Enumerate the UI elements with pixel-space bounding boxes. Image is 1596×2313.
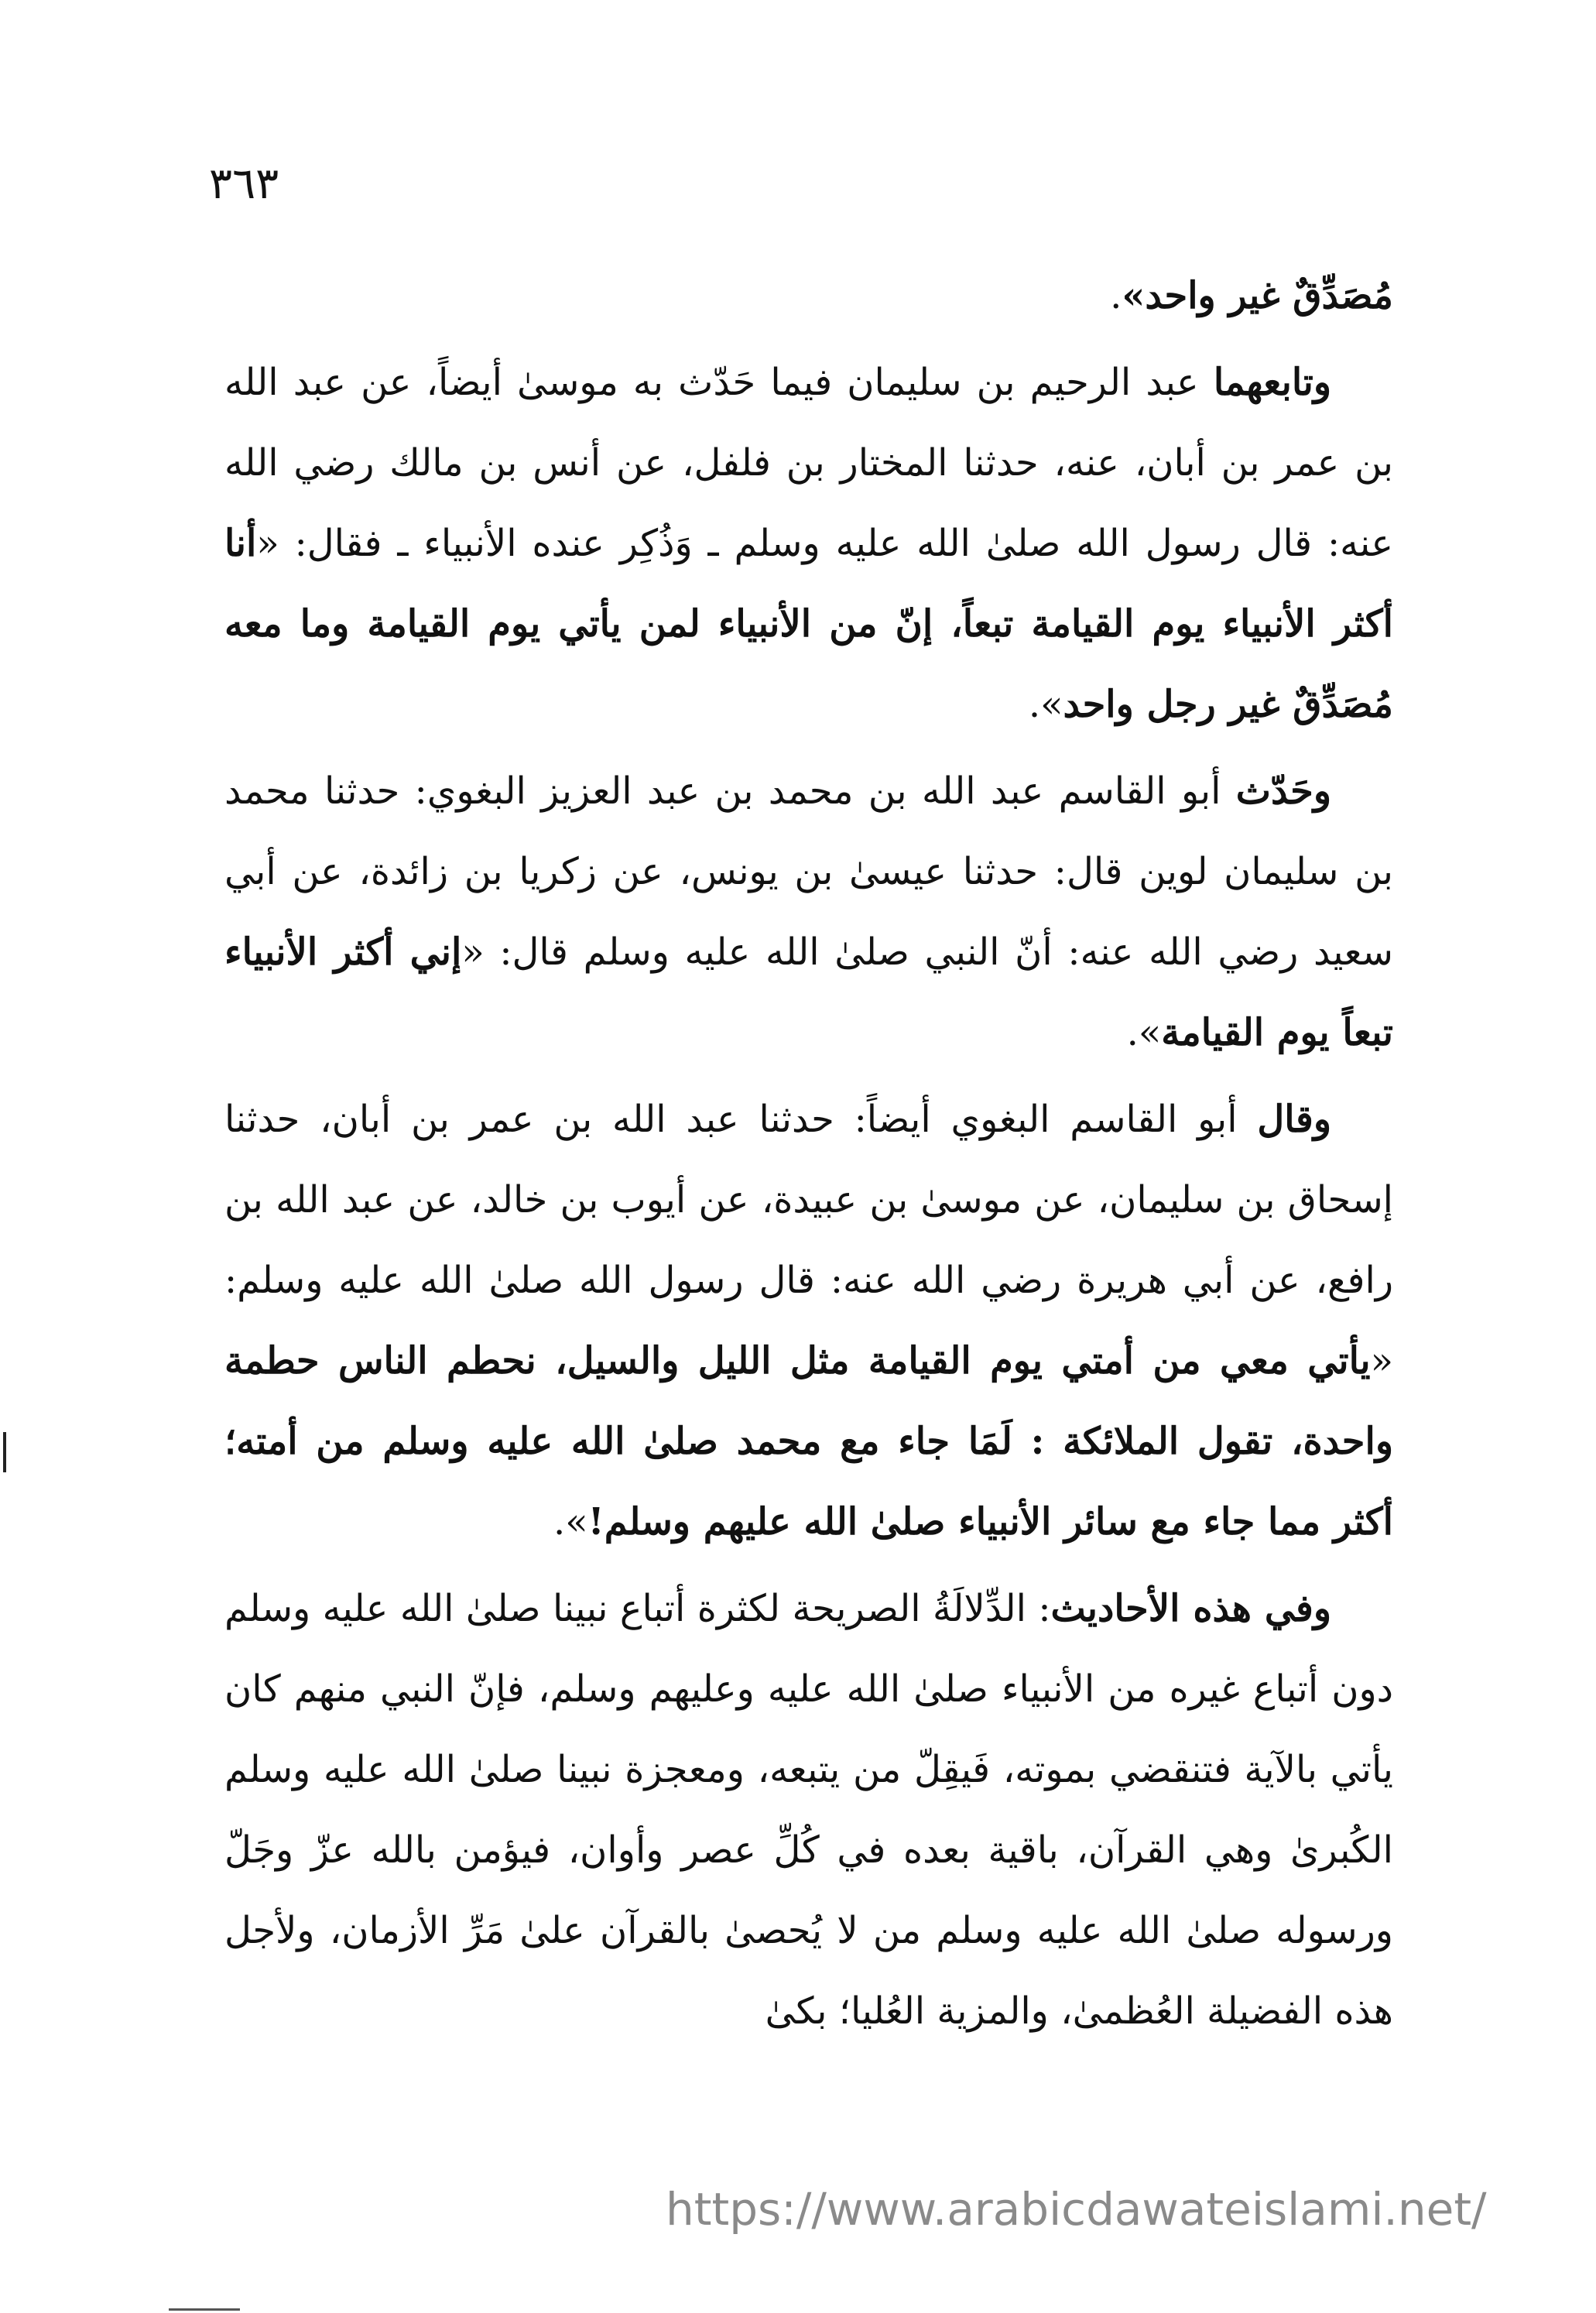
text-run: عبد الرحيم بن سليمان فيما حَدّث به موسىٰ أيضاً، عن عبد الله بن عمر بن أبان، عنه، حدثنا المختار بن فلفل، عن أنس بن مالك رضي الله عنه: قال رسول الله صلىٰ الله عليه وسلم ـ وَذُكِر عنده الأنبياء ـ فقال: « (224, 361, 1394, 565)
paragraph (224, 255, 1393, 336)
paragraph (224, 1079, 1393, 1562)
text-run: إني أكثر الأنبياء تبعاً يوم القيامة (224, 930, 1393, 1054)
text-run: : الدِّلالَةُ الصريحة لكثرة أتباع نبينا صلىٰ الله عليه وسلم دون أتباع غيره من الأنبياء صلىٰ الله عليه وعليهم وسلم، فإنّ النبي منهم كان يأتي بالآية فتنقضي بموته، فَيقِلّ من يتبعه، ومعجزة نبينا صلىٰ الله عليه وسلم الكُبرىٰ وهي القرآن، باقية بعده في كُلِّ عصر وأوان، فيؤمن بالله عزّ وجَلّ ورسوله صلىٰ الله عليه وسلم من لا يُحصىٰ بالقرآن علىٰ مَرِّ الأزمان، ولأجل هذه الفضيلة العُظمىٰ، والمزية العُليا؛ بكىٰ (224, 1587, 1393, 2033)
text-run: وتابعهما (1213, 361, 1331, 404)
text-run: . (1110, 274, 1122, 317)
text-run: أبو القاسم عبد الله بن محمد بن عبد العزيز البغوي: حدثنا محمد بن سليمان لوين قال: حدثنا عيسىٰ بن يونس، عن زكريا بن زائدة، عن أبي سعيد رضي الله عنه: أنّ النبي صلىٰ الله عليه وسلم قال: « (224, 769, 1394, 974)
margin-mark (3, 1432, 6, 1472)
text-run: مُصَدِّقٌ غير واحد» (1122, 274, 1393, 317)
text-run: وفي هذه الأحاديث (1050, 1587, 1331, 1630)
paragraph (224, 342, 1393, 745)
text-run: وقال (1257, 1098, 1331, 1141)
paragraph (224, 751, 1393, 1073)
text-run: أنا أكثر الأنبياء يوم القيامة تبعاً، إنّ من الأنبياء لمن يأتي يوم القيامة وما معه مُصَدِّقٌ غير رجل واحد (224, 522, 1393, 726)
page-number: ٣٦٣ (209, 159, 279, 209)
watermark-url: https://www.arabicdawateislami.net/ (666, 2183, 1487, 2236)
text-run: ». (553, 1500, 588, 1544)
text-run: أبو القاسم البغوي أيضاً: حدثنا عبد الله بن عمر بن أبان، حدثنا إسحاق بن سليمان، عن موسىٰ بن عبيدة، عن أيوب بن خالد، عن عبد الله بن رافع، عن أبي هريرة رضي الله عنه: قال رسول الله صلىٰ الله عليه وسلم: « (224, 1098, 1394, 1383)
text-run: ». (1126, 1011, 1162, 1054)
paragraph (224, 1568, 1393, 2051)
text-run: يأتي معي من أمتي يوم القيامة مثل الليل والسيل، نحطم الناس حطمة واحدة، تقول الملائكة : لَمَا جاء مع محمد صلىٰ الله عليه وسلم من أمته؛ أكثر مما جاء مع سائر الأنبياء صلىٰ الله عليهم وسلم! (224, 1339, 1393, 1544)
text-run: وحَدّث (1235, 769, 1331, 813)
footer-divider (169, 2308, 240, 2311)
text-run: ». (1028, 683, 1063, 726)
body-text (224, 255, 1393, 2058)
